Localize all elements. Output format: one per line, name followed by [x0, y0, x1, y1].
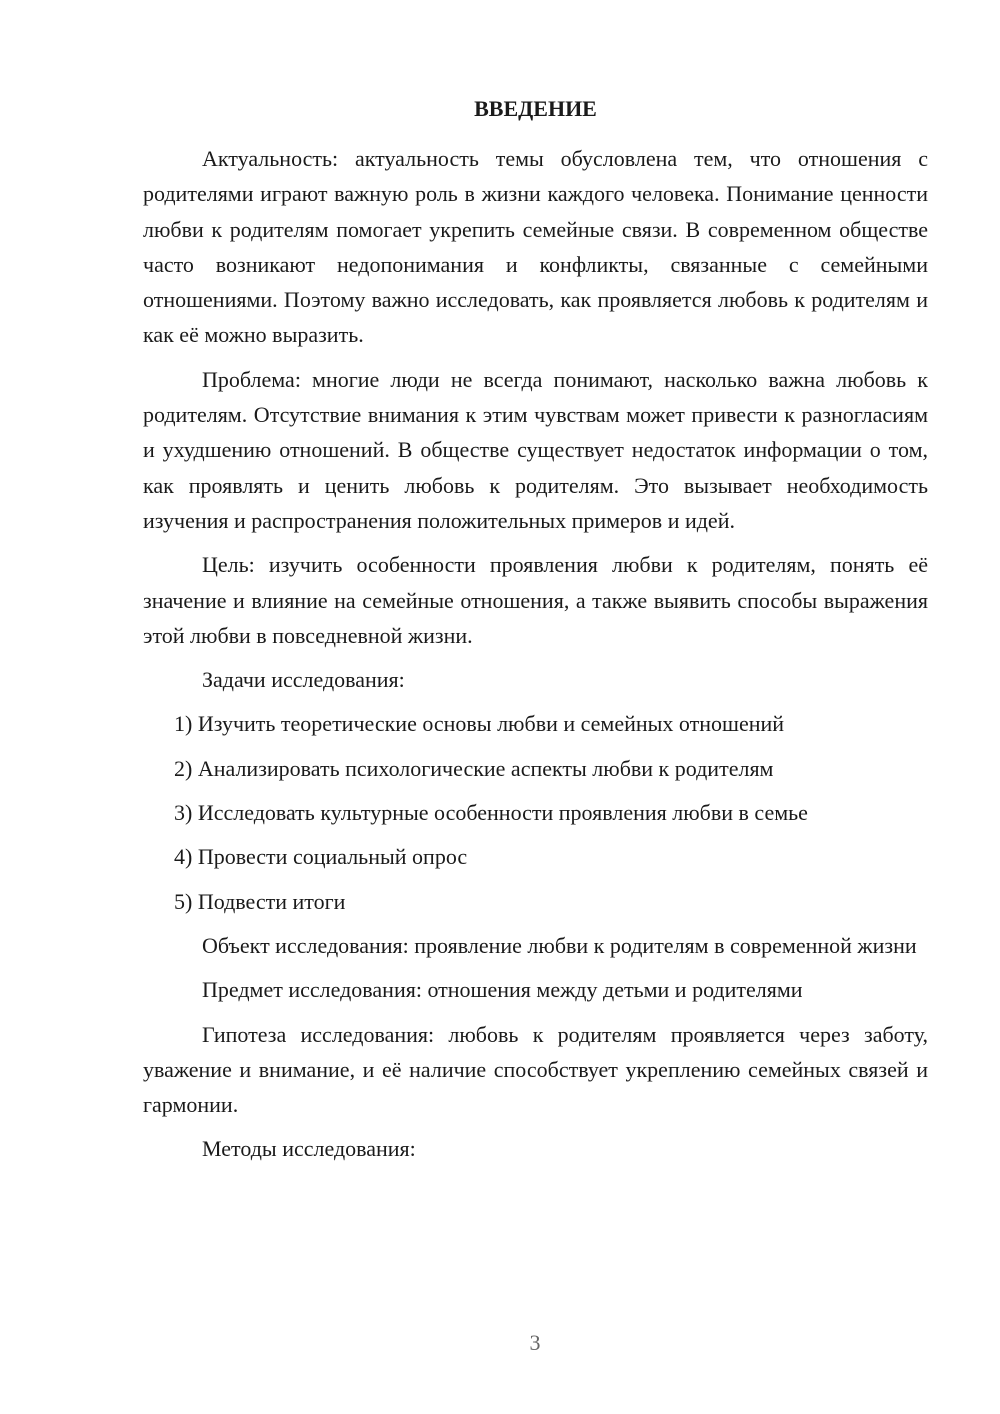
- object-paragraph: Объект исследования: проявление любви к родителям в современной жизни: [202, 932, 917, 958]
- relevance-paragraph: Актуальность: актуальность темы обусловлена тем, что отношения с родителями играют важную роль в жизни каждого человека. Понимание ценности любви к родителям помогает укрепить семейные связи. В современном обществе часто возникают недопонимания и конфликты, связанные с семейными отношениями. Поэтому важно исследовать, как проявляется любовь к родителям и как её можно выразить.: [143, 146, 928, 348]
- document-page: [143, 88, 928, 1176]
- list-item: 3) Исследовать культурные особенности проявления любви в семье: [174, 800, 808, 826]
- page-number: 3: [529, 1330, 541, 1355]
- list-item: 1) Изучить теоретические основы любви и семейных отношений: [174, 711, 785, 737]
- hypothesis-paragraph: Гипотеза исследования: любовь к родителям проявляется через заботу, уважение и внимание, и её наличие способствует укреплению семейных связей и гармонии.: [143, 1021, 928, 1118]
- list-item: 4) Провести социальный опрос: [174, 844, 468, 870]
- problem-paragraph: Проблема: многие люди не всегда понимают, насколько важна любовь к родителям. Отсутствие внимания к этим чувствам может привести к разногласиям и ухудшению отношений. В обществе существует недостаток информации о том, как проявлять и ценить любовь к родителям. Это вызывает необходимость изучения и распространения положительных примеров и идей.: [143, 366, 928, 533]
- list-item: 5) Подвести итоги: [174, 888, 346, 914]
- goal-paragraph: Цель: изучить особенности проявления любви к родителям, понять её значение и влияние на семейные отношения, а также выявить способы выражения этой любви в повседневной жизни.: [143, 552, 928, 648]
- methods-heading: Методы исследования:: [202, 1136, 416, 1162]
- tasks-heading: Задачи исследования:: [202, 667, 405, 693]
- page-title: ВВЕДЕНИЕ: [474, 96, 597, 121]
- tasks-list: [143, 706, 928, 918]
- list-item: 2) Анализировать психологические аспекты любви к родителям: [174, 755, 774, 781]
- subject-paragraph: Предмет исследования: отношения между детьми и родителями: [202, 977, 803, 1003]
